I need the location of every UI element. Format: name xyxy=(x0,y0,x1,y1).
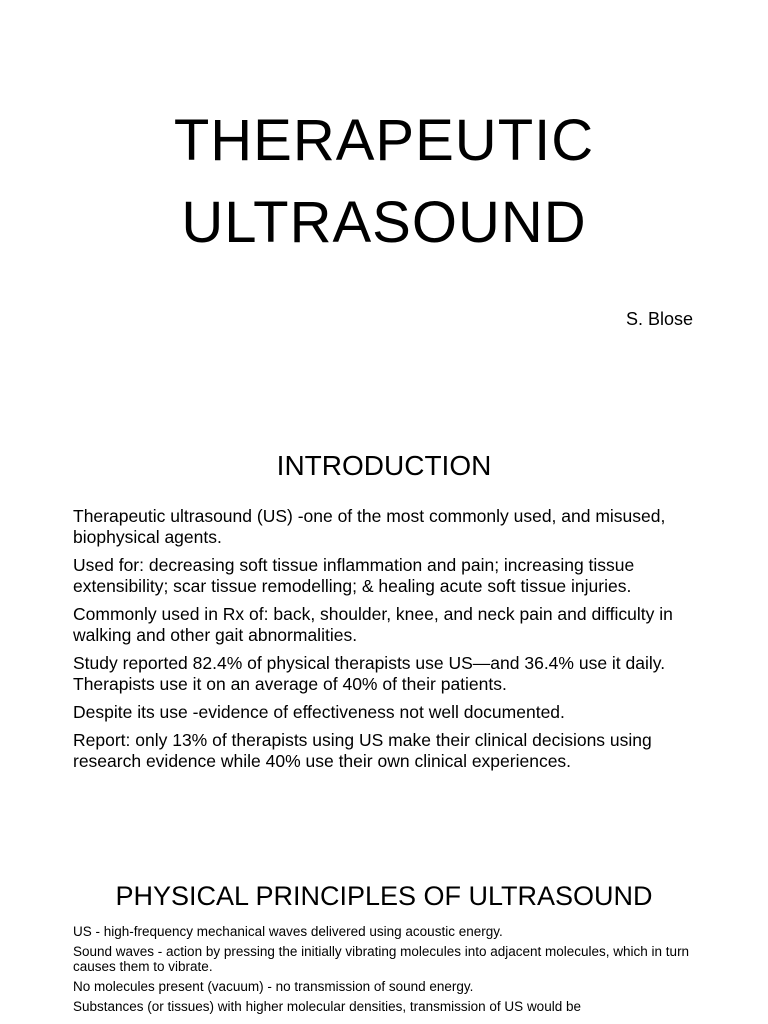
intro-paragraph: Study reported 82.4% of physical therapists use US—and 36.4% use it daily. Therapists use it on an average of 40% of their patients. xyxy=(73,653,666,694)
physics-paragraph: US - high-frequency mechanical waves delivered using acoustic energy. xyxy=(73,924,503,939)
physical-principles-slide xyxy=(0,860,768,1024)
title-slide xyxy=(0,0,768,420)
intro-paragraph: Commonly used in Rx of: back, shoulder, knee, and neck pain and difficulty in walking and other gait abnormalities. xyxy=(73,604,673,645)
intro-paragraph: Therapeutic ultrasound (US) -one of the most commonly used, and misused, biophysical agents. xyxy=(73,506,666,547)
intro-paragraph: Used for: decreasing soft tissue inflammation and pain; increasing tissue extensibility; scar tissue remodelling; & healing acute soft tissue injuries. xyxy=(73,555,635,596)
physical-principles-heading: PHYSICAL PRINCIPLES OF ULTRASOUND xyxy=(115,881,653,911)
title-line-1: THERAPEUTIC xyxy=(173,108,595,173)
physics-paragraph: Substances (or tissues) with higher molecular densities, transmission of US would be xyxy=(73,999,581,1014)
introduction-body xyxy=(73,506,713,779)
introduction-heading: INTRODUCTION xyxy=(276,450,492,481)
intro-paragraph: Report: only 13% of therapists using US make their clinical decisions using research evidence while 40% use their own clinical experiences. xyxy=(73,730,652,771)
title-line-2: ULTRASOUND xyxy=(181,190,587,255)
physical-principles-body xyxy=(73,924,713,1019)
introduction-slide xyxy=(0,420,768,860)
author-name: S. Blose xyxy=(625,309,693,329)
physics-paragraph: Sound waves - action by pressing the initially vibrating molecules into adjacent molecules, which in turn causes them to vibrate. xyxy=(73,944,690,974)
intro-paragraph: Despite its use -evidence of effectiveness not well documented. xyxy=(73,702,565,722)
physics-paragraph: No molecules present (vacuum) - no transmission of sound energy. xyxy=(73,979,474,994)
